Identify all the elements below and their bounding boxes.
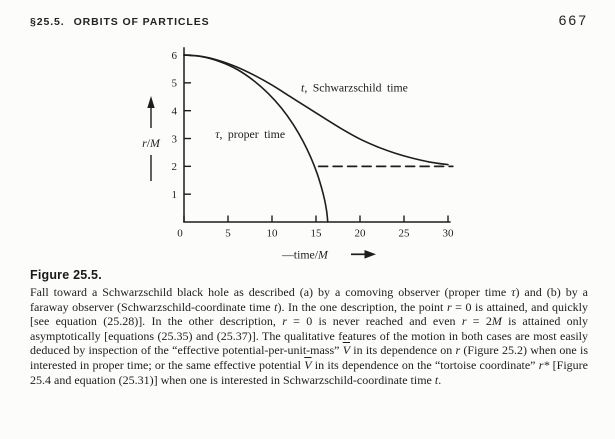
y-tick-label: 6 bbox=[171, 49, 177, 62]
figure-caption-label: Figure 25.5. bbox=[30, 268, 102, 282]
caption-segment: = 2 bbox=[466, 314, 492, 329]
caption-segment: (Figure 25.2) when one is interested in proper time; or the same effective potential bbox=[30, 343, 588, 372]
label-segment: —time/ bbox=[282, 247, 319, 262]
proper-time-curve-label bbox=[215, 127, 285, 141]
figure-caption bbox=[30, 268, 588, 387]
caption-segment: ) and (b) by a faraway observer (Schwarzschild-coordinate time bbox=[30, 285, 588, 314]
figure-chart bbox=[120, 40, 480, 270]
x-tick-label: 0 bbox=[177, 227, 183, 240]
y-tick-label: 1 bbox=[171, 188, 177, 201]
caption-segment: t bbox=[274, 299, 278, 314]
page-number: 667 bbox=[558, 12, 588, 28]
caption-segment: = 0 is attained, and quickly [see equation (25.28)]. In the other description, bbox=[30, 299, 588, 329]
caption-segment: τ bbox=[511, 285, 516, 299]
y-tick-label: 5 bbox=[171, 77, 177, 90]
x-tick-label: 20 bbox=[354, 227, 366, 240]
label-segment: r bbox=[142, 136, 147, 150]
caption-segment: Fall toward a Schwarzschild black hole as described (a) by a comoving observer (proper time bbox=[30, 285, 512, 299]
caption-segment: r bbox=[461, 314, 467, 329]
t-schwarzschild-time-curve bbox=[184, 55, 448, 165]
caption-segment: $\overline{V}$ bbox=[342, 343, 351, 358]
caption-segment: r bbox=[446, 299, 452, 314]
y-tick-label: 2 bbox=[171, 161, 177, 174]
caption-segment: is attained only asymptotically [equations (25.35) and (25.37)]. The qualitative features of the motion in both cases are most easily deduced by inspection of the “effective potential-per-unit-mass” bbox=[30, 314, 588, 358]
y-axis-label-group bbox=[142, 96, 161, 181]
label-segment: τ bbox=[215, 126, 220, 141]
caption-segment: ). In the one description, the point bbox=[277, 299, 447, 314]
section-title: ORBITS OF PARTICLES bbox=[73, 16, 210, 28]
y-axis-arrowhead-icon bbox=[147, 96, 154, 108]
section-heading bbox=[30, 16, 210, 28]
caption-segment: M bbox=[491, 314, 502, 329]
page-header bbox=[30, 12, 588, 28]
schwarzschild-curve-label bbox=[301, 81, 408, 95]
x-tick-label: 30 bbox=[442, 227, 454, 240]
figure-caption-text bbox=[30, 285, 588, 387]
caption-segment: t bbox=[434, 372, 439, 387]
caption-segment: . bbox=[438, 372, 442, 387]
y-tick-label: 3 bbox=[171, 133, 177, 146]
caption-segment: r bbox=[455, 343, 461, 358]
x-axis-arrowhead-icon bbox=[365, 250, 377, 259]
y-axis-label bbox=[142, 136, 161, 150]
x-tick-label: 15 bbox=[310, 227, 322, 240]
label-segment: / bbox=[146, 136, 151, 150]
section-number: §25.5. bbox=[30, 16, 65, 28]
caption-segment: r bbox=[282, 314, 287, 329]
x-axis-label bbox=[281, 248, 329, 262]
x-axis-label-group bbox=[281, 248, 376, 262]
label-segment: t bbox=[301, 80, 305, 95]
label-segment: M bbox=[318, 247, 328, 262]
caption-segment: [Figure 25.4 and equation (25.31)] when one is interested in Schwarzschild-coordinate time bbox=[30, 357, 588, 387]
caption-segment: r* bbox=[538, 357, 550, 372]
label-segment: , Schwarzschild time bbox=[304, 80, 408, 95]
x-tick-label: 5 bbox=[225, 227, 231, 240]
label-segment: , proper time bbox=[219, 126, 286, 141]
x-tick-label: 10 bbox=[266, 227, 278, 240]
caption-segment: $\overline{V}$ bbox=[304, 357, 312, 372]
caption-segment: in its dependence on the “tortoise coordinate” bbox=[311, 357, 539, 372]
y-tick-label: 4 bbox=[171, 105, 177, 118]
caption-segment: in its dependence on bbox=[350, 343, 456, 358]
x-tick-label: 25 bbox=[398, 227, 410, 240]
label-segment: M bbox=[150, 136, 160, 150]
caption-segment: = 0 is never reached and even bbox=[286, 314, 462, 329]
